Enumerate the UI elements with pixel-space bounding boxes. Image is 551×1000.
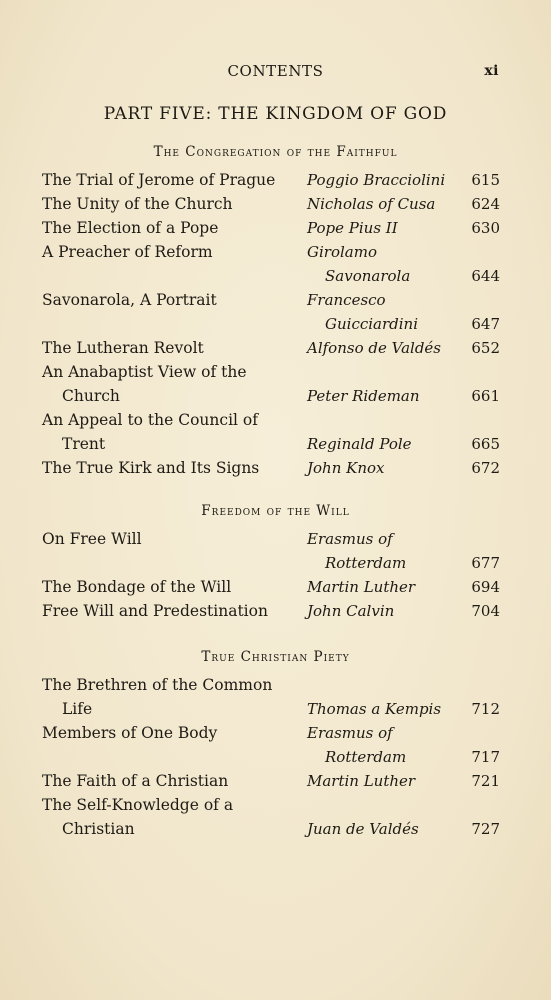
entry-author: Nicholas of Cusa [307, 195, 436, 213]
entry-title: The True Kirk and Its Signs [42, 459, 260, 477]
entry-author: John Calvin [307, 602, 395, 620]
contents-line [0, 530, 551, 554]
entry-title: The Self-Knowledge of a [42, 796, 234, 814]
entry-author: Peter Rideman [307, 387, 420, 405]
entry-page-number: 644 [471, 267, 500, 285]
contents-line [0, 363, 551, 387]
section-heading-piety: True Christian Piety [201, 649, 350, 665]
entry-title: Members of One Body [42, 724, 218, 742]
entry-title: Life [62, 700, 93, 718]
entry-author: Poggio Bracciolini [307, 171, 446, 189]
entry-author: Francesco [307, 291, 386, 309]
entry-page-number: 677 [471, 554, 500, 572]
entry-author: Rotterdam [325, 554, 407, 572]
entry-page-number: 727 [471, 820, 500, 838]
entry-title: The Trial of Jerome of Prague [42, 171, 276, 189]
entry-title: The Unity of the Church [42, 195, 233, 213]
entry-page-number: 665 [471, 435, 500, 453]
contents-line [0, 171, 551, 195]
entry-page-number: 704 [471, 602, 500, 620]
contents-line [0, 554, 551, 578]
contents-line [0, 602, 551, 626]
entry-title: Savonarola, A Portrait [42, 291, 217, 309]
contents-line [0, 243, 551, 267]
entry-author: Rotterdam [325, 748, 407, 766]
contents-line [0, 724, 551, 748]
entry-author: Girolamo [307, 243, 377, 261]
entry-author: Martin Luther [307, 578, 416, 596]
section-heading-congregation: The Congregation of the Faithful [153, 144, 398, 160]
running-title: CONTENTS [227, 62, 324, 80]
entry-author: Erasmus of [307, 724, 393, 742]
contents-line [0, 411, 551, 435]
contents-line [0, 315, 551, 339]
running-head [0, 62, 551, 82]
entry-title: The Lutheran Revolt [42, 339, 204, 357]
entry-page-number: 721 [471, 772, 500, 790]
entry-page-number: 661 [471, 387, 500, 405]
entry-page-number: 652 [471, 339, 500, 357]
entry-author: Guicciardini [325, 315, 419, 333]
contents-line [0, 387, 551, 411]
entry-title: Church [62, 387, 120, 405]
contents-line [0, 820, 551, 844]
entry-page-number: 630 [471, 219, 500, 237]
entry-page-number: 672 [471, 459, 500, 477]
entry-author: Juan de Valdés [307, 820, 419, 838]
entry-title: The Brethren of the Common [42, 676, 273, 694]
entry-title: On Free Will [42, 530, 142, 548]
contents-line [0, 700, 551, 724]
entry-author: Martin Luther [307, 772, 416, 790]
entry-page-number: 647 [471, 315, 500, 333]
entry-author: Savonarola [325, 267, 411, 285]
entry-title: Free Will and Predestination [42, 602, 268, 620]
entry-author: Thomas a Kempis [307, 700, 442, 718]
entry-page-number: 712 [471, 700, 500, 718]
entry-author: Erasmus of [307, 530, 393, 548]
entry-author: Reginald Pole [307, 435, 412, 453]
entry-title: A Preacher of Reform [42, 243, 213, 261]
contents-line [0, 459, 551, 483]
entry-author: Pope Pius II [307, 219, 398, 237]
contents-line [0, 267, 551, 291]
entry-author: Alfonso de Valdés [307, 339, 441, 357]
page-number: xi [484, 63, 499, 79]
entry-title: The Faith of a Christian [42, 772, 229, 790]
entry-page-number: 717 [471, 748, 500, 766]
contents-line [0, 435, 551, 459]
contents-line [0, 748, 551, 772]
contents-line [0, 796, 551, 820]
contents-line [0, 772, 551, 796]
entry-title: The Election of a Pope [42, 219, 219, 237]
contents-line [0, 339, 551, 363]
entry-page-number: 624 [471, 195, 500, 213]
section-heading-freedom: Freedom of the Will [201, 503, 350, 519]
entry-title: An Appeal to the Council of [42, 411, 258, 429]
entry-title: Trent [62, 435, 106, 453]
entry-title: The Bondage of the Will [42, 578, 232, 596]
entry-page-number: 615 [471, 171, 500, 189]
entry-title: Christian [62, 820, 135, 838]
part-title: PART FIVE: THE KINGDOM OF GOD [103, 104, 448, 124]
entry-title: An Anabaptist View of the [42, 363, 247, 381]
entry-author: John Knox [307, 459, 385, 477]
contents-line [0, 676, 551, 700]
contents-line [0, 578, 551, 602]
entry-page-number: 694 [471, 578, 500, 596]
contents-line [0, 291, 551, 315]
contents-line [0, 219, 551, 243]
contents-line [0, 195, 551, 219]
